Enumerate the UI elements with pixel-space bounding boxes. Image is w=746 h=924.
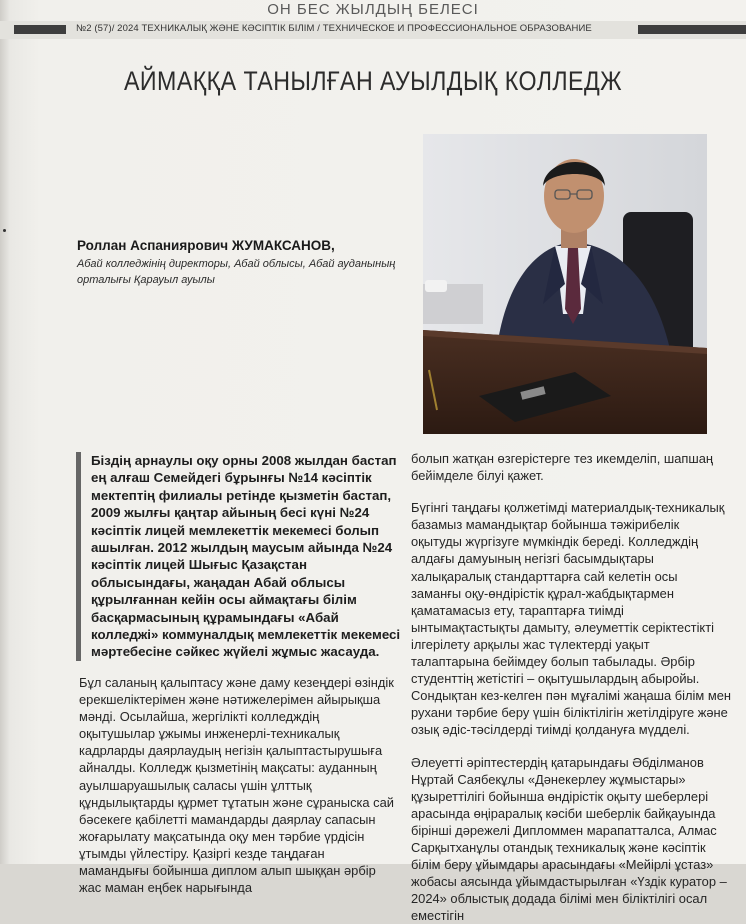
body-paragraph: болып жатқан өзгерістерге тез икемделіп, шапшаң бейімделе білуі қажет. (411, 450, 731, 484)
series-title: ОН БЕС ЖЫЛДЫҢ БЕЛЕСІ (0, 0, 746, 20)
issue-line: №2 (57)/ 2024 ТЕХНИКАЛЫҚ ЖӘНЕ КӘСІПТІК БІЛІМ / ТЕХНИЧЕСКОЕ И ПРОФЕССИОНАЛЬНОЕ ОБРАЗОВАНИЕ (76, 23, 592, 34)
author-name: Роллан Аспаниярович ЖУМАКСАНОВ, (77, 238, 397, 253)
margin-dot (3, 229, 6, 232)
body-paragraph: Әлеуетті әріптестердің қатарындағы Әбділманов Нұртай Саябекұлы «Дәнекерлеу жұмыстары» құзыреттілігі бойынша өндірістік оқыту шеберлері арасында өңіраралық кәсіби шеберлік байқауында бірінші дәрежелі Дипломмен марапатталса, Алмас Сарқытханұлы отандық техникалық және кәсіптік білім беру ұйымдары арасындағы «Мейірлі ұстаз» жобасы аясында ұйымдастырылған «Үздік куратор – 2024» облыстық додада білімі мен біліктілігі осал еместігін (411, 754, 731, 924)
author-block (77, 238, 397, 288)
left-body-column (79, 674, 395, 896)
body-paragraph: Бұл саланың қалыптасу және даму кезеңдері өзіндік ерекшеліктерімен және нәтижелерімен айырықша мәнді. Осылайша, жергілікті колледждің оқытушылар ұжымы инженерлі-техникалық кадрларды даярлаудың негізін қалыптастырушыға айналды. Колледж қызметінің мақсаты: ауданның ауылшаруашылық саласы үшін ұлттық құндылықтарды құрмет тұтатын және сұраныска сай бәсекеге қабілетті мамандарды даярлау сапасын жоғарылату мақсатында оқу мен тәрбие үрдісін ұтымды үйлестіру. Қазіргі кезде таңдаған мамандығы бойынша диплом алып шыққан әрбір жас маман еңбек нарығында (79, 674, 395, 896)
author-role: Абай колледжінің директоры, Абай облысы, Абай ауданының орталығы Қарауыл ауылы (77, 256, 397, 288)
director-photo (423, 134, 707, 434)
right-body-column (411, 450, 731, 924)
issue-header-bar (0, 21, 746, 39)
lead-paragraph: Біздің арнаулы оқу орны 2008 жылдан бастап ең алғаш Семейдегі бұрынғы №14 кәсіптік мектептің филиалы ретінде қызметін бастап, 2009 жылғы қаңтар айының бесі күні №24 кәсіптік лицей мемлекеттік мекемесі болып ашылған. 2012 жылдың маусым айында №24 кәсіптік лицей Шығыс Қазақстан облысындағы, жаңадан Абай облысы құрылғаннан кейін осы аймақтағы білім басқармасының құрамындағы «Абай колледжі» коммуналдық мемлекеттік мекемесі мәртебесіне сәйкес жүйелі жұмыс жасауда. (76, 452, 407, 661)
header-dark-block-right (638, 25, 746, 34)
article-title: АЙМАҚҚА ТАНЫЛҒАН АУЫЛДЫҚ КОЛЛЕДЖ (52, 66, 694, 97)
body-paragraph: Бүгінгі таңдағы қолжетімді материалдық-техникалық базамыз мамандықтар бойынша тәжірибелік оқытуды жүргізуге мүмкіндік береді. Колледждің алдағы дамуының негізгі басымдықтары халықаралық стандарттарға сай келетін осы заманғы оқу-өндірістік құрал-жабдықтармен қаматамасыз ету, тараптарға тиімді ынтымақтастықты дамыту, әлеуметтік серіктестікті ілгерілету арқылы жас түлектерді уақыт талаптарына бейімдеу болып табылады. Әрбір студенттің жетістігі – оқытушылардың абыройы. Сондықтан кез-келген пән мұғалімі жаңаша білім мен рухани тәрбие беру үшін біліктілігін жетілдіруге және озық әдіс-тәсілдерді тиімді қолдануға мүдделі. (411, 499, 731, 738)
header-dark-block-left (14, 25, 66, 34)
